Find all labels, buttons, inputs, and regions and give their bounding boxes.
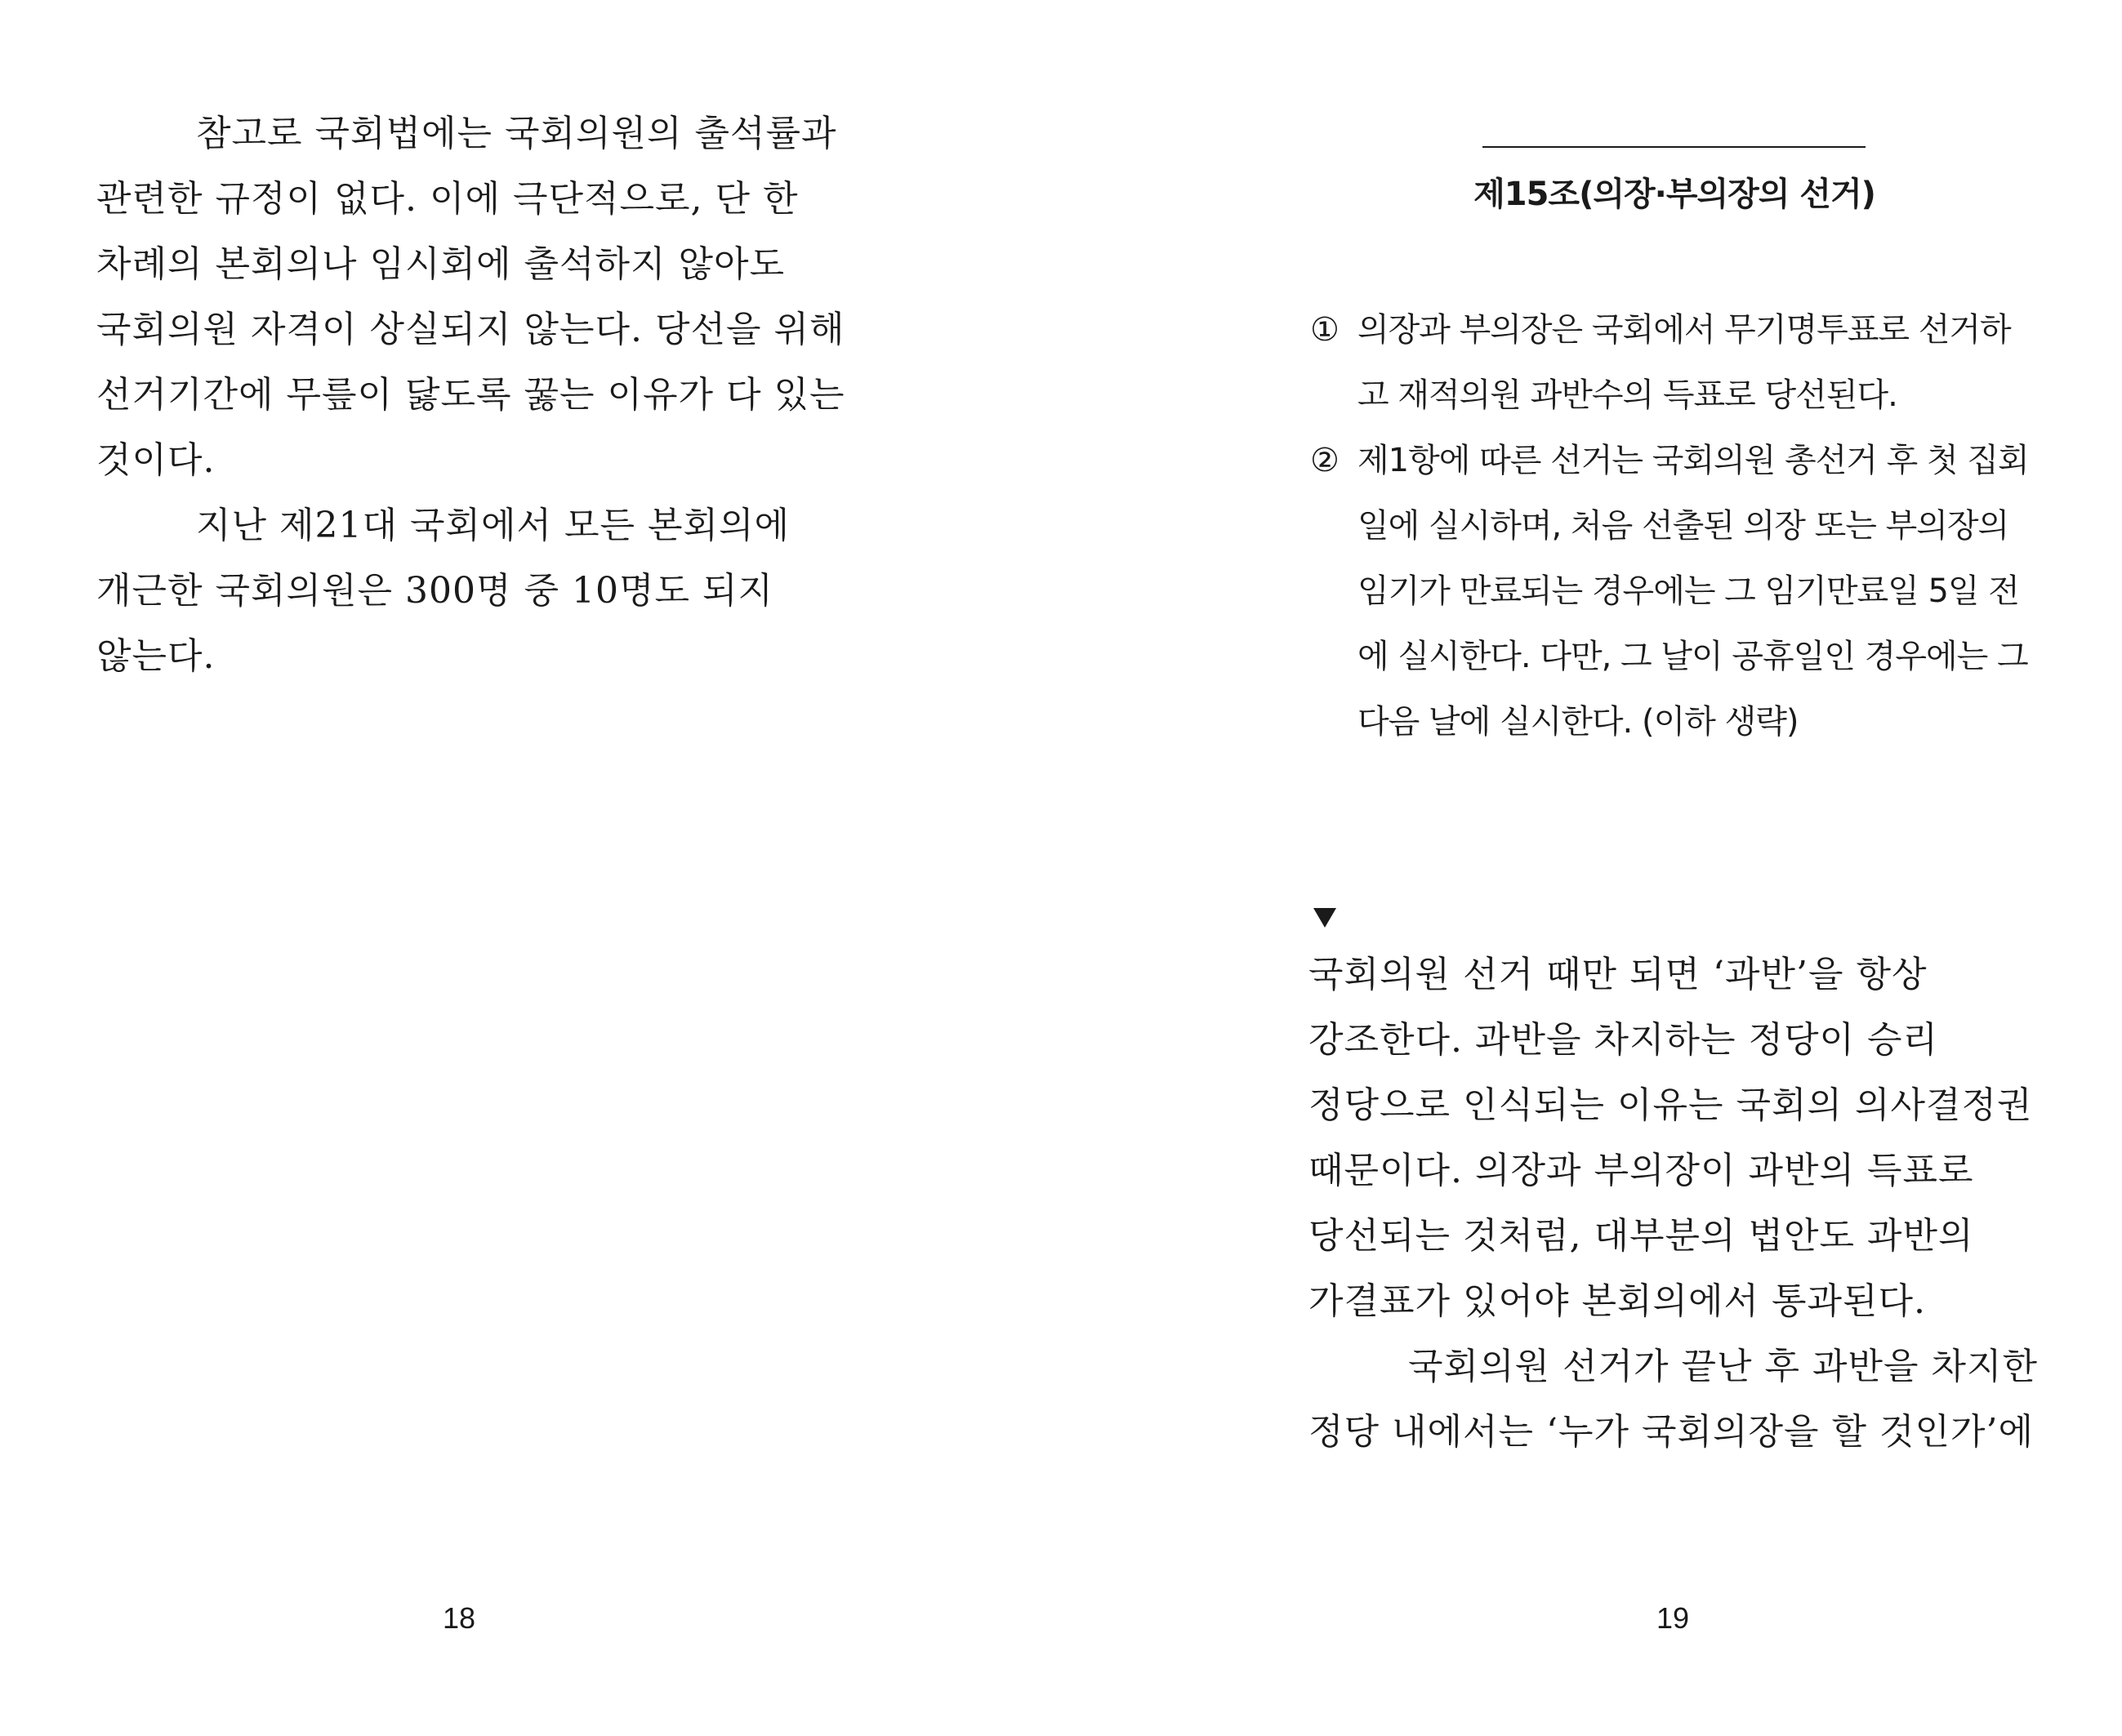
clause-line: 일에 실시하며, 처음 선출된 의장 또는 부의장의 — [1357, 507, 2009, 545]
body-line: 가결표가 있어야 본회의에서 통과된다. — [1308, 1280, 1927, 1322]
body-line: 개근한 국회의원은 300명 중 10명도 되지 — [96, 570, 773, 612]
body-line: 국회의원 선거가 끝난 후 과반을 차지한 — [1408, 1346, 2038, 1387]
page-number-right: 19 — [1656, 1601, 1690, 1635]
article-title: 제15조(의장·부의장의 선거) — [1473, 176, 1875, 213]
clause-line: 임기가 만료되는 경우에는 그 임기만료일 5일 전 — [1357, 572, 2019, 610]
body-line: 국회의원 선거 때만 되면 ‘과반’을 항상 — [1308, 954, 1928, 995]
body-line: 참고로 국회법에는 국회의원의 출석률과 — [196, 113, 837, 154]
body-line: 관련한 규정이 없다. 이에 극단적으로, 단 한 — [96, 178, 799, 220]
clause-marker: ① — [1310, 311, 1339, 349]
clause-line: 고 재적의원 과반수의 득표로 당선된다. — [1357, 376, 1897, 414]
body-line: 지난 제21대 국회에서 모든 본회의에 — [196, 505, 790, 546]
left-body-text — [96, 101, 845, 689]
clause-item — [1310, 297, 2045, 428]
body-line: 국회의원 자격이 상실되지 않는다. 당선을 위해 — [96, 309, 845, 350]
clause-line: 제1항에 따른 선거는 국회의원 총선거 후 첫 집회 — [1357, 442, 2029, 479]
down-triangle-icon — [1313, 908, 1336, 928]
clause-line: 의장과 부의장은 국회에서 무기명투표로 선거하 — [1357, 311, 2011, 349]
page-number-left: 18 — [442, 1601, 476, 1635]
body-line: 당선되는 것처럼, 대부분의 법안도 과반의 — [1308, 1215, 1974, 1257]
body-line: 정당 내에서는 ‘누가 국회의장을 할 것인가’에 — [1308, 1411, 2034, 1453]
body-line: 않는다. — [96, 635, 216, 677]
clause-item — [1310, 428, 2045, 754]
clause-line: 다음 날에 실시한다. (이하 생략) — [1357, 703, 1799, 741]
body-line: 강조한다. 과반을 차지하는 정당이 승리 — [1308, 1019, 1938, 1061]
body-line: 정당으로 인식되는 이유는 국회의 의사결정권 — [1308, 1084, 2033, 1126]
right-body-text — [1308, 942, 2044, 1465]
body-line: 선거기간에 무릎이 닳도록 꿇는 이유가 다 있는 — [96, 374, 845, 416]
body-line: 차례의 본회의나 임시회에 출석하지 않아도 — [96, 243, 786, 285]
clause-marker: ② — [1310, 442, 1339, 479]
body-line: 것이다. — [96, 439, 216, 481]
body-line: 때문이다. 의장과 부의장이 과반의 득표로 — [1308, 1150, 1974, 1191]
article-title-rule — [1482, 146, 1866, 148]
clause-line: 에 실시한다. 다만, 그 날이 공휴일인 경우에는 그 — [1357, 638, 2028, 675]
law-clauses — [1310, 297, 2045, 754]
